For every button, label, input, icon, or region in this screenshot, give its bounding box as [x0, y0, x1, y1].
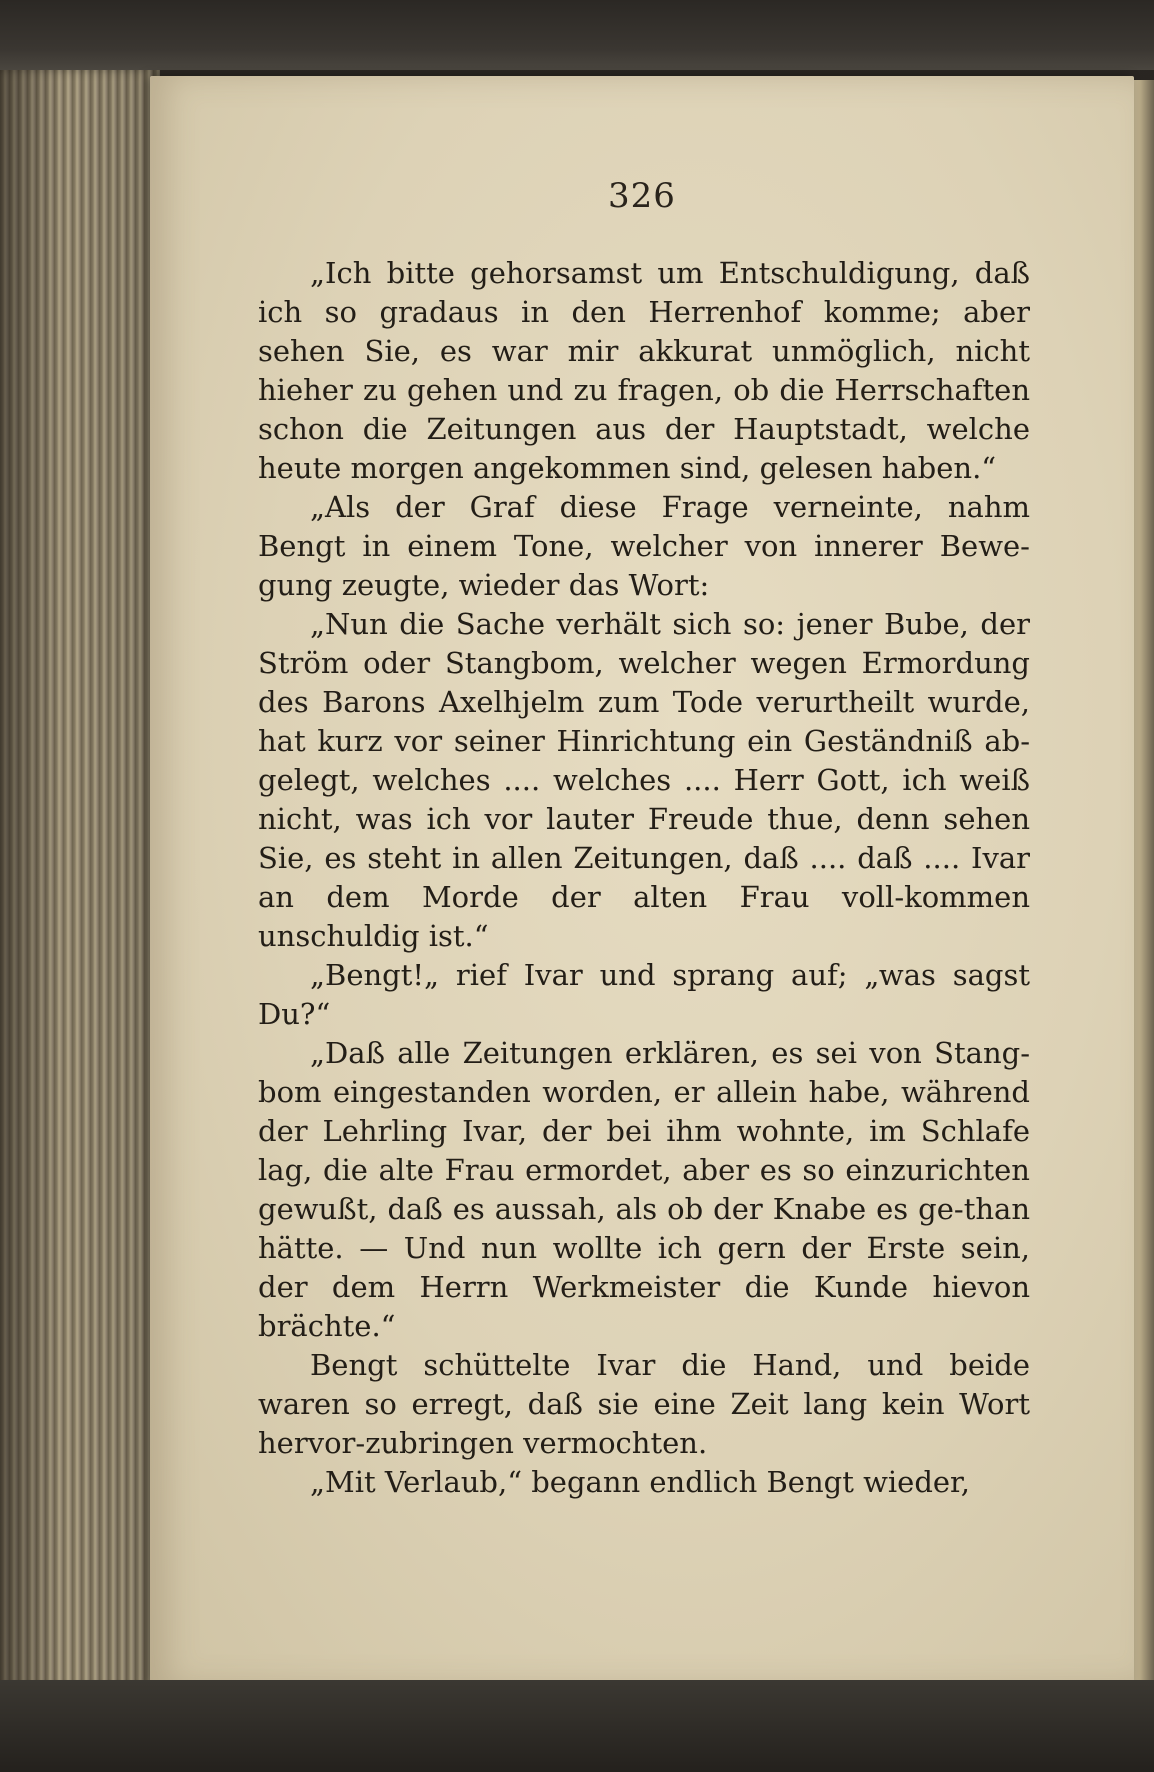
paragraph: „Nun die Sache verhält sich so: jener Bube, der Ström oder Stangbom, welcher wegen Ermordung des Barons Axelhjelm zum Tode verurtheilt wurde, hat kurz vor seiner Hinrichtung ein Geständniß ab-gelegt, welches .... welches .... Herr Gott, ich weiß nicht, was ich vor lauter Freude thue, denn sehen Sie, es steht in allen Zeitungen, daß .... daß .... Ivar an dem Morde der alten Frau voll-kommen unschuldig ist.“	[258, 607, 1030, 953]
paragraph: „Bengt!„ rief Ivar und sprang auf; „was sagst Du?“	[258, 958, 1030, 1031]
stacked-page-edges	[0, 70, 160, 1690]
cover-bottom-edge	[0, 1680, 1154, 1772]
paragraph: Bengt schüttelte Ivar die Hand, und beide waren so erregt, daß sie eine Zeit lang kein Wort hervor-zubringen vermochten.	[258, 1348, 1030, 1460]
cover-top-edge	[0, 0, 1154, 70]
paragraph: „Ich bitte gehorsamst um Entschuldigung, daß ich so gradaus in den Herrenhof komme; aber sehen Sie, es war mir akkurat unmöglich, nicht hieher zu gehen und zu fragen, ob die Herrschaften schon die Zeitungen aus der Hauptstadt, welche heute morgen angekommen sind, gelesen haben.“	[258, 256, 1030, 485]
page-text	[258, 254, 1030, 1502]
book-page	[150, 76, 1134, 1686]
page-number: 326	[608, 176, 676, 216]
paragraph: „Als der Graf diese Frage verneinte, nahm Bengt in einem Tone, welcher von innerer Bewe-gung zeugte, wieder das Wort:	[258, 490, 1030, 602]
paragraph: „Mit Verlaub,“ begann endlich Bengt wieder,	[310, 1465, 970, 1499]
paragraph: „Daß alle Zeitungen erklären, es sei von Stang-bom eingestanden worden, er allein habe, während der Lehrling Ivar, der bei ihm wohnte, im Schlafe lag, die alte Frau ermordet, aber es so einzurichten gewußt, daß es aussah, als ob der Knabe es ge-than hätte. — Und nun wollte ich gern der Erste sein, der dem Herrn Werkmeister die Kunde hievon brächte.“	[258, 1036, 1030, 1343]
